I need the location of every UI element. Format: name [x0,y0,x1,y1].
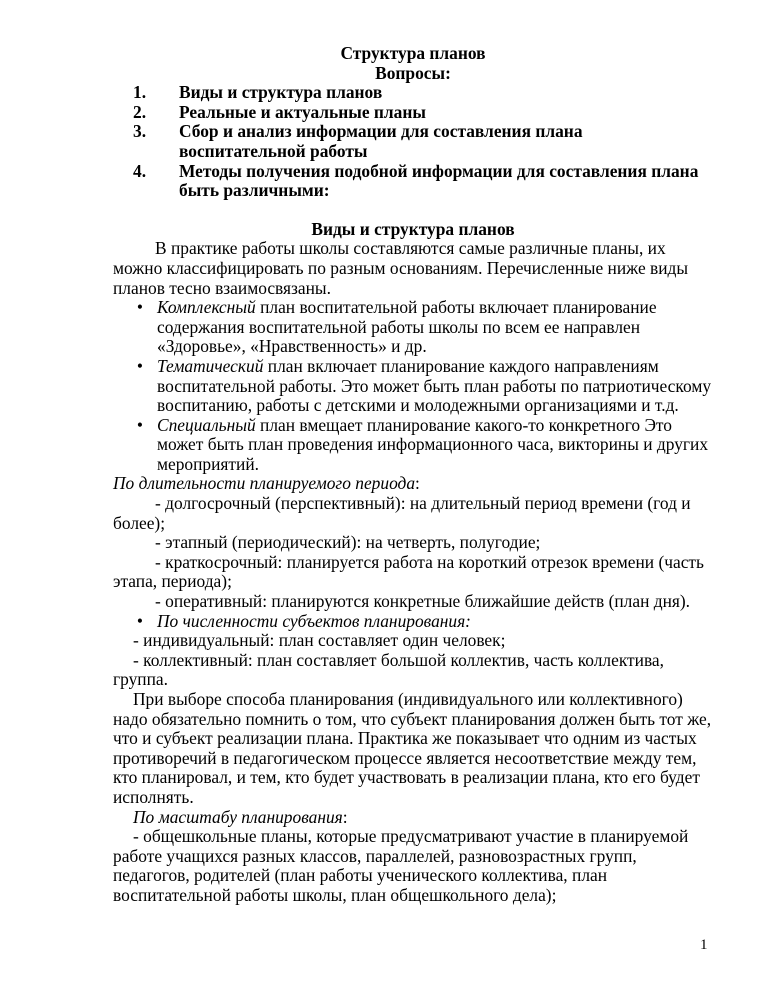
questions-list [113,83,713,201]
duration-heading-text: По длительности планируемого периода [113,473,416,494]
question-number: 4. [133,160,147,181]
section-heading: Виды и структура планов [311,218,515,239]
duration-item: - этапный (периодический): на четверть, полугодие; [155,532,541,553]
spacer [113,201,713,220]
question-text: Реальные и актуальные планы [179,101,426,122]
scale-heading-text: По масштабу планирования [133,806,343,827]
duration-item: - оперативный: планируются конкретные ближайшие действ (план дня). [155,591,691,612]
scale-item: - общешкольные планы, которые предусматривают участие в планируемой работе учащихся разных классов, параллелей, разновозрастных групп, педагогов, родителей (план работы ученического коллектива, план воспитательной работы школы, план общешкольного дела); [113,826,689,905]
question-number: 3. [133,121,147,142]
plan-type-description: план включает планирование каждого направлениям воспитательной работы. Это может быть план работы по патриотическому воспитанию, работы с детскими и молодежными организациями и т.д. [157,355,712,416]
question-number: 2. [133,101,147,122]
bullet-icon: • [136,414,143,435]
duration-heading [0,474,713,494]
document-title: Структура планов [340,43,486,63]
plan-type-term: Тематический [157,355,264,376]
intro-paragraph: В практике работы школы составляются самые различные планы, их можно классифицировать по разным основаниям. Перечисленные ниже виды планов тесно взаимосвязаны. [113,238,689,298]
plan-type-item [113,298,713,357]
question-item [113,83,713,103]
plan-type-term: Специальный [157,414,256,435]
question-text: Виды и структура планов [179,82,383,103]
scale-heading-colon: : [342,806,348,827]
duration-item: - долгосрочный (перспективный): на длительный период времени (год и более); [113,493,691,533]
subjects-heading-item [113,612,713,632]
subjects-heading: По численности субъектов планирования: [157,610,471,631]
question-text: Сбор и анализ информации для составления плана воспитательной работы [179,121,583,161]
plan-type-item [113,357,713,416]
plan-type-description: план вмещает планирование какого-то конкретного Это может быть план проведения информационного часа, викторины и других мероприятий. [157,414,709,474]
question-item [113,122,713,161]
plan-type-description: план воспитательной работы включает планирование содержания воспитательной работы школы по всем ее направлен «Здоровье», «Нравственность» и др. [157,297,657,357]
bullet-icon: • [136,610,143,631]
duration-heading-colon: : [415,473,420,494]
question-item [113,162,713,201]
bullet-icon: • [136,297,143,318]
question-number: 1. [133,82,147,103]
question-text: Методы получения подобной информации для составления плана быть различными: [179,160,699,201]
plan-types-list [113,298,713,474]
choice-paragraph: При выборе способа планирования (индивидуального или коллективного) надо обязательно помнить о том, что субъект планирования должен быть тот же, что и субъект реализации плана. Практика же показывает что одним из частых противоречий в педагогическом процессе является несоответствие между тем, кто планировал, и тем, кто будет участвовать в реализации плана, кто его будет исполнять. [113,689,712,807]
subjects-item: - индивидуальный: план составляет один человек; [133,630,506,651]
plan-type-text [157,416,713,475]
subjects-list [113,612,713,632]
page-content [113,44,713,906]
question-item [113,103,713,123]
subjects-item: - коллективный: план составляет большой коллектив, часть коллектива, группа. [113,649,664,690]
bullet-icon: • [136,355,143,376]
plan-type-text [157,357,713,416]
duration-item: - краткосрочный: планируется работа на короткий отрезок времени (часть этапа, периода); [113,551,704,592]
page-number: 1 [700,937,708,953]
plan-type-term: Комплексный [157,297,256,318]
plan-type-text [157,298,713,357]
plan-type-item [113,416,713,475]
questions-heading: Вопросы: [375,62,451,83]
scale-heading [113,808,713,828]
